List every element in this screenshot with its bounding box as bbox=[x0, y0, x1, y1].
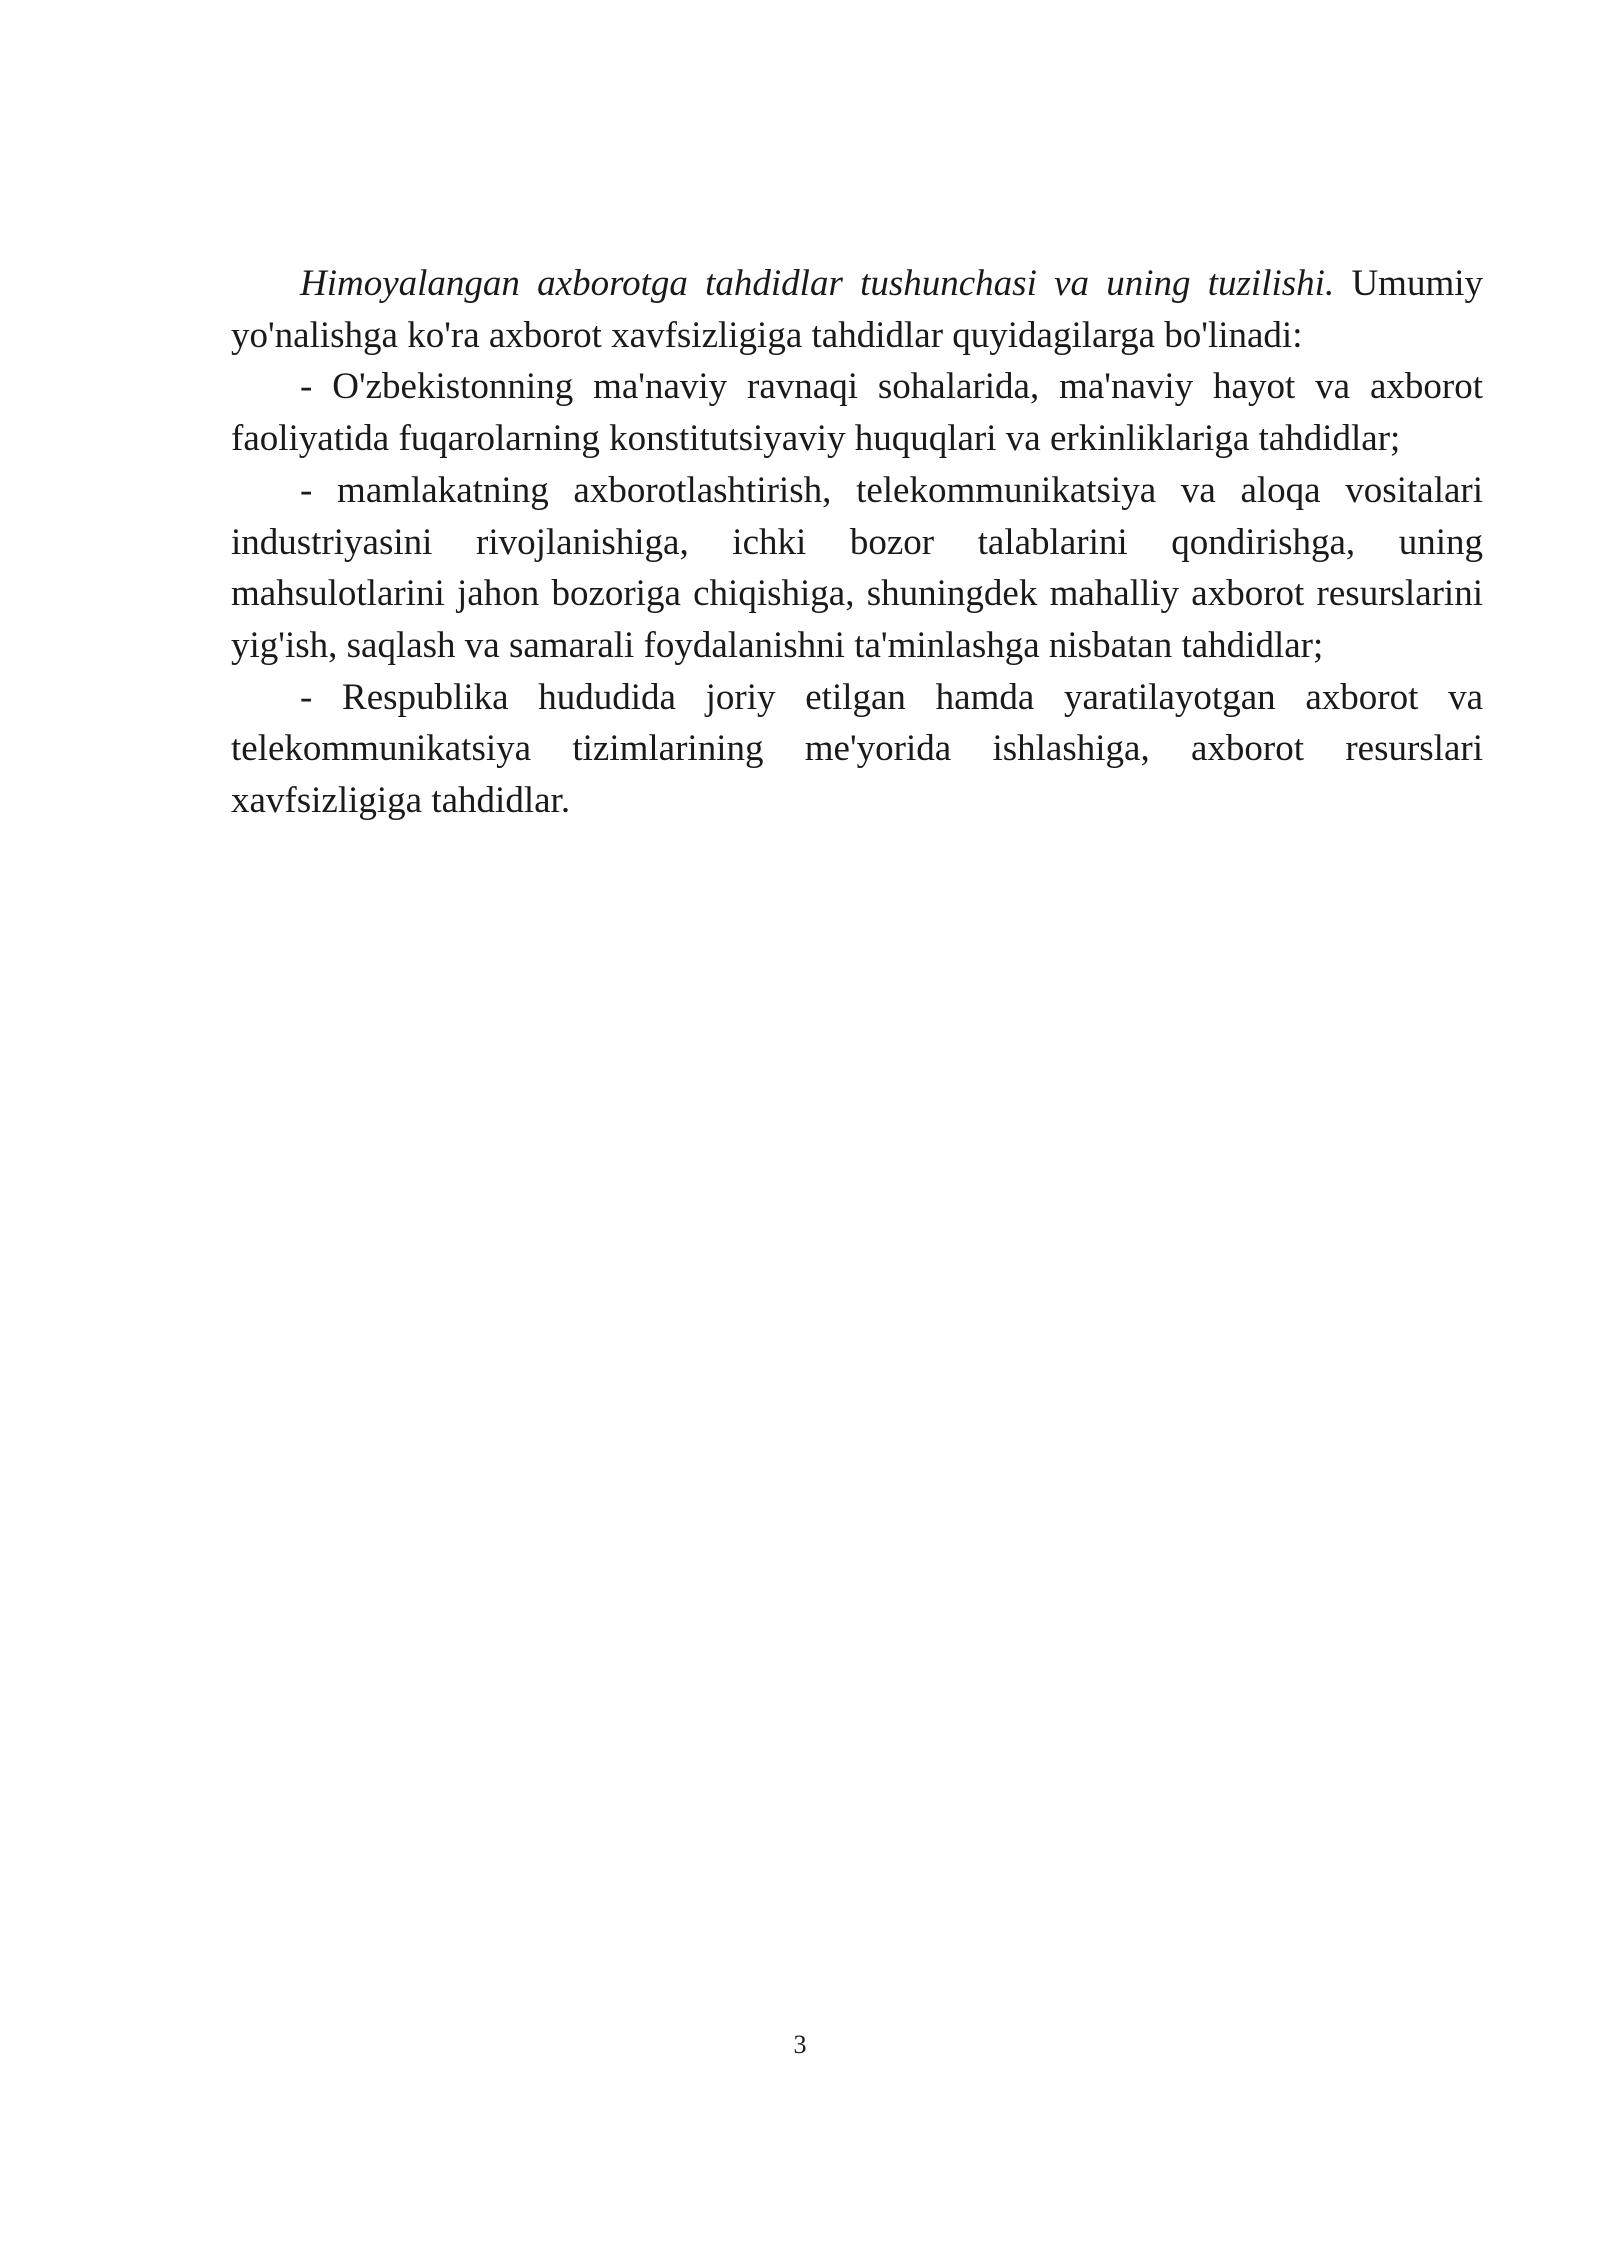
intro-text: Umumiy yo'nalishga ko'ra axborot xavfsizligiga tahdidlar quyidagilarga bo'linadi: bbox=[231, 263, 1483, 356]
list-item: - Respublika hududida joriy etilgan hamda yaratilayotgan axborot va telekommunikatsiya tizimlarining me'yorida ishlashiga, axborot resurslari xavfsizligiga tahdidlar. bbox=[231, 676, 1483, 822]
section-heading: Himoyalangan axborotga tahdidlar tushunchasi va uning tuzilishi. bbox=[300, 263, 1335, 304]
list-item: - mamlakatning axborotlashtirish, telekommunikatsiya va aloqa vositalari industriyasini rivojlanishiga, ichki bozor talablarini qondirishga, uning mahsulotlarini jahon bozoriga chiqishiga, shuningdek mahalliy axborot resurslarini yig'ish, saqlash va samarali foydalanishni ta'minlashga nisbatan tahdidlar; bbox=[231, 469, 1483, 666]
list-item: - O'zbekistonning ma'naviy ravnaqi sohalarida, ma'naviy hayot va axborot faoliyatida fuqarolarning konstitutsiyaviy huquqlari va erkinliklariga tahdidlar; bbox=[231, 366, 1483, 460]
intro-paragraph bbox=[231, 258, 1483, 361]
document-body bbox=[231, 258, 1483, 827]
page-number: 3 bbox=[793, 2030, 807, 2059]
